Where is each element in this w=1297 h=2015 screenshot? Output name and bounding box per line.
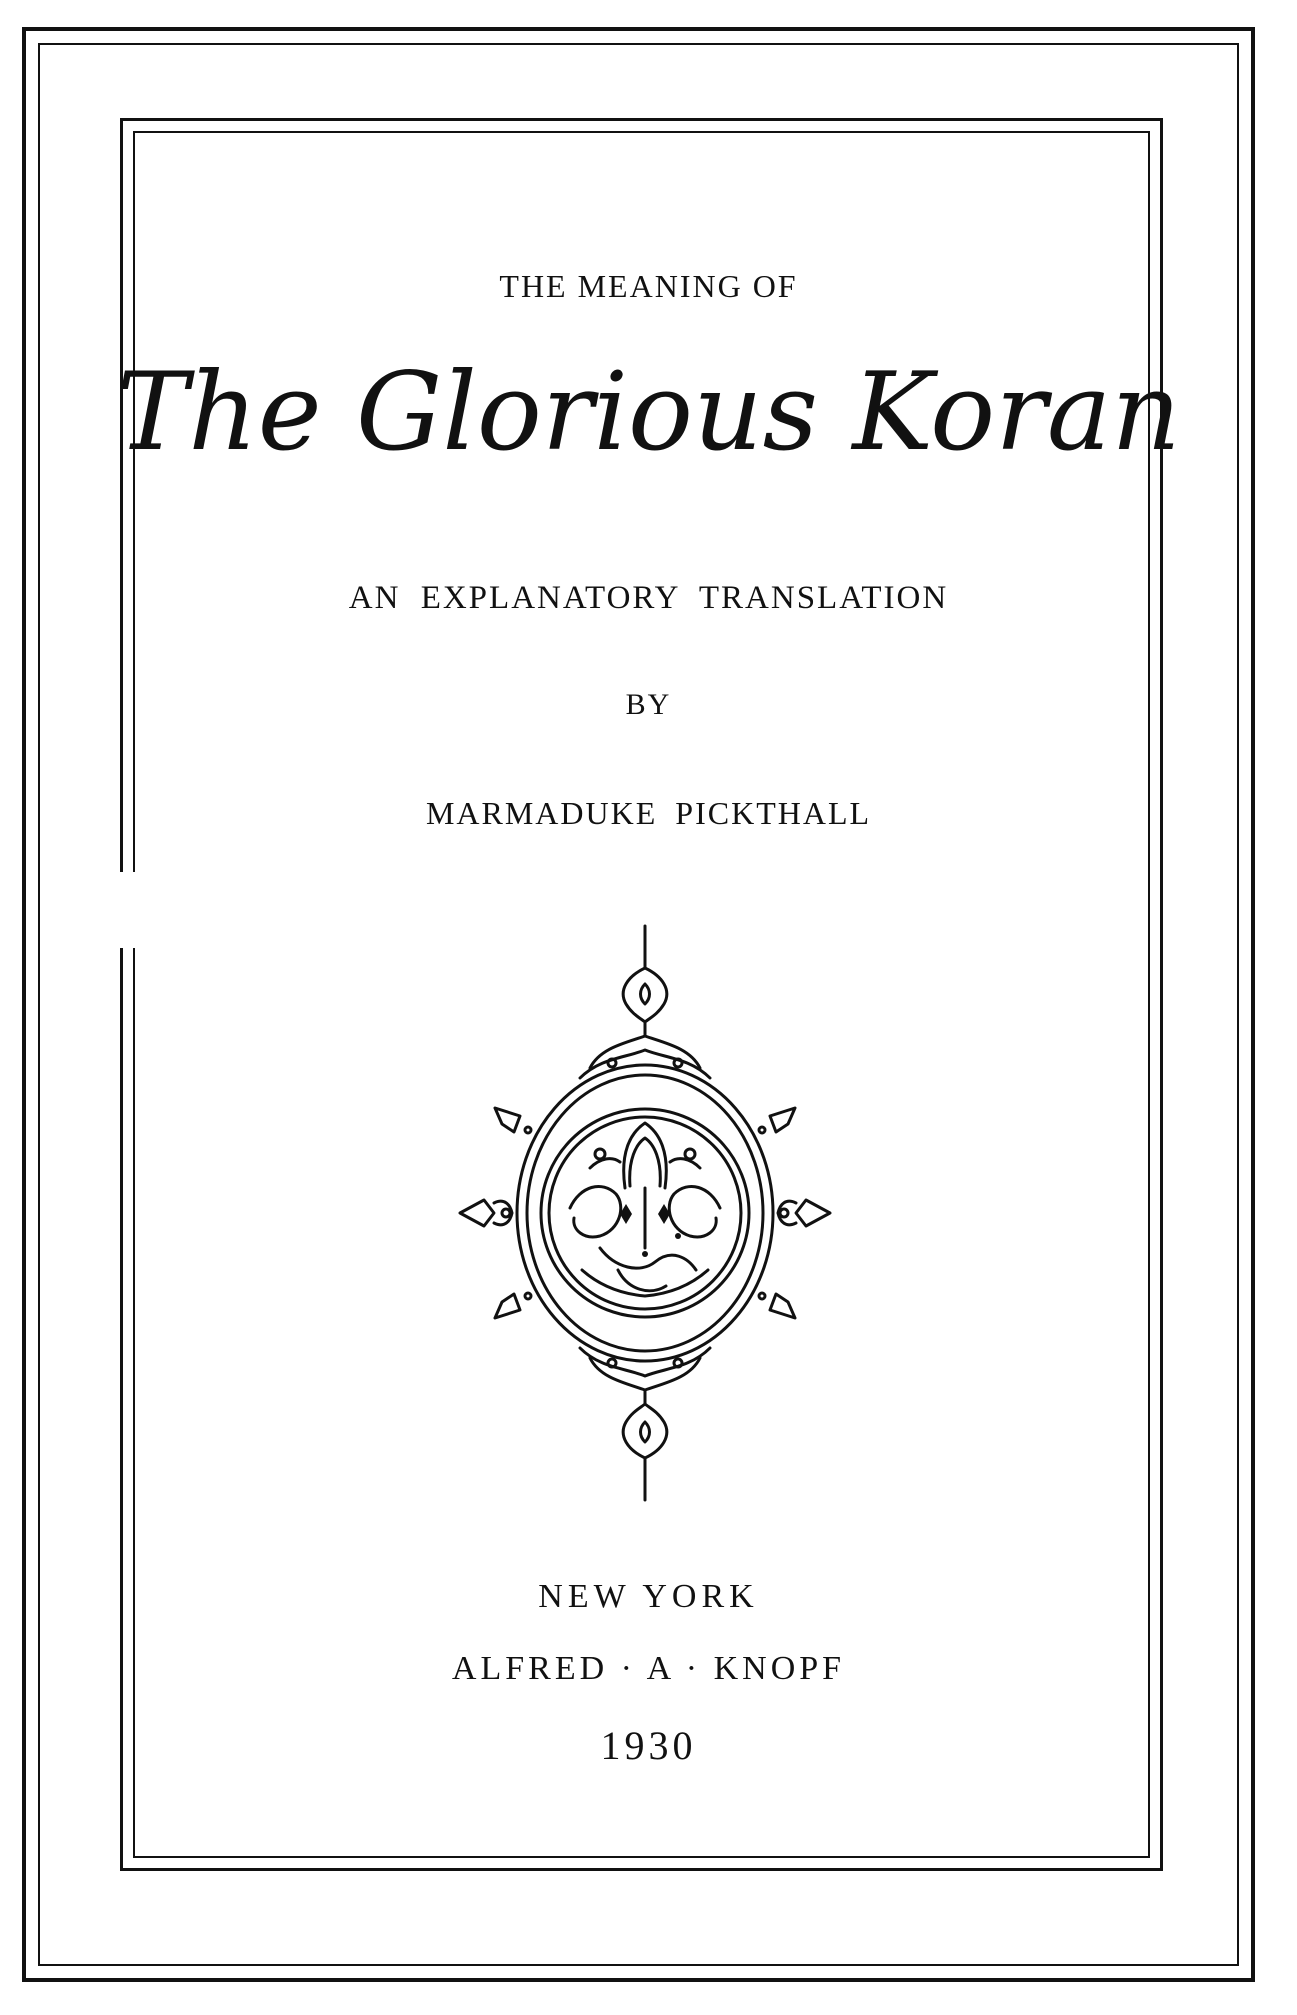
- border-gap: [112, 872, 142, 948]
- publication-year: 1930: [600, 1723, 697, 1768]
- author-name: MARMADUKE PICKTHALL: [425, 795, 872, 831]
- by-line: BY: [625, 688, 672, 721]
- publication-place: NEW YORK: [538, 1578, 759, 1615]
- publisher-name: ALFRED · A · KNOPF: [451, 1650, 846, 1687]
- pre-title: THE MEANING OF: [499, 268, 798, 304]
- book-title: The Glorious Koran: [116, 350, 1181, 475]
- subtitle: AN EXPLANATORY TRANSLATION: [348, 580, 949, 616]
- calligraphic-medallion-icon: [450, 918, 840, 1508]
